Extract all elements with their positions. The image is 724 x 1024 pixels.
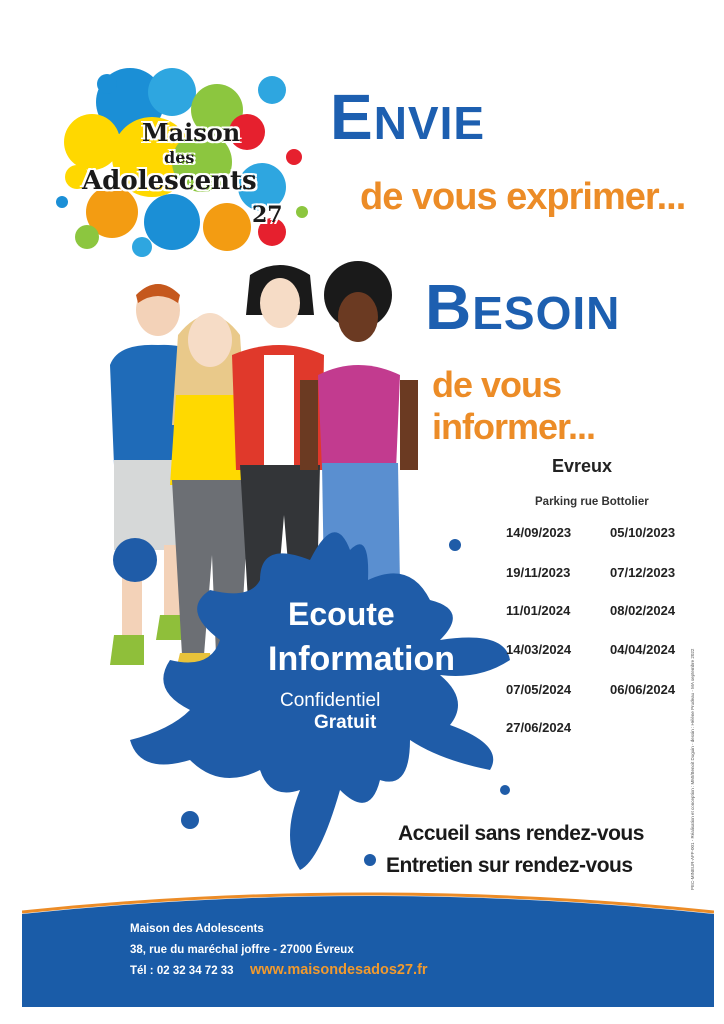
date-item: 19/11/2023	[506, 565, 571, 580]
footer-address: 38, rue du maréchal joffre - 27000 Évreux	[130, 944, 354, 956]
date-item: 07/12/2023	[610, 565, 676, 580]
logo-line-adolescents: Adolescents	[82, 166, 257, 196]
footer-org-name: Maison des Adolescents	[130, 923, 264, 935]
accueil-sans-rdv: Accueil sans rendez-vous	[398, 822, 644, 845]
date-item: 27/06/2024	[506, 720, 572, 735]
date-item: 14/09/2023	[506, 525, 572, 540]
maison-des-adolescents-logo	[52, 62, 314, 260]
footer-phone: Tél : 02 32 34 72 33	[130, 965, 234, 977]
schedule-location: Parking rue Bottolier	[535, 496, 649, 508]
schedule-city: Evreux	[552, 456, 613, 476]
date-item: 11/01/2024	[506, 603, 571, 618]
credit-line: PEC-MINEUR-AFF-001 - Réalisation et conception : MMI/Benoit Duguin - dessin : Hélène Prudeau - MA septembre 2022	[690, 648, 695, 890]
splash-confidentiel: Confidentiel	[280, 690, 381, 711]
splash-ecoute: Ecoute	[288, 596, 395, 632]
footer-band	[22, 915, 714, 1007]
headline-envie-rest: NVIE	[373, 97, 486, 149]
headline-besoin-rest: ESOIN	[472, 287, 621, 339]
headline-envie-initial: E	[330, 81, 374, 153]
date-item: 04/04/2024	[610, 642, 676, 657]
vertical-credit-text	[690, 590, 704, 890]
date-item: 06/06/2024	[610, 682, 676, 697]
logo-line-maison: Maison	[142, 118, 241, 147]
headline-besoin-subtitle: de vous informer...	[432, 364, 596, 447]
date-item: 14/03/2024	[506, 642, 572, 657]
headline-envie-subtitle: de vous exprimer...	[360, 176, 686, 218]
entretien-sur-rdv: Entretien sur rendez-vous	[386, 854, 633, 877]
splash-information: Information	[268, 640, 455, 678]
date-item: 05/10/2023	[610, 525, 676, 540]
logo-line-des: des	[164, 148, 195, 167]
logo-line-27: 27	[252, 202, 283, 228]
splash-gratuit: Gratuit	[314, 712, 377, 733]
headline-besoin-initial: B	[425, 271, 473, 343]
footer-website-link[interactable]: www.maisondesados27.fr	[250, 962, 428, 978]
date-item: 08/02/2024	[610, 603, 676, 618]
headline-envie	[330, 80, 485, 154]
date-item: 07/05/2024	[506, 682, 572, 697]
